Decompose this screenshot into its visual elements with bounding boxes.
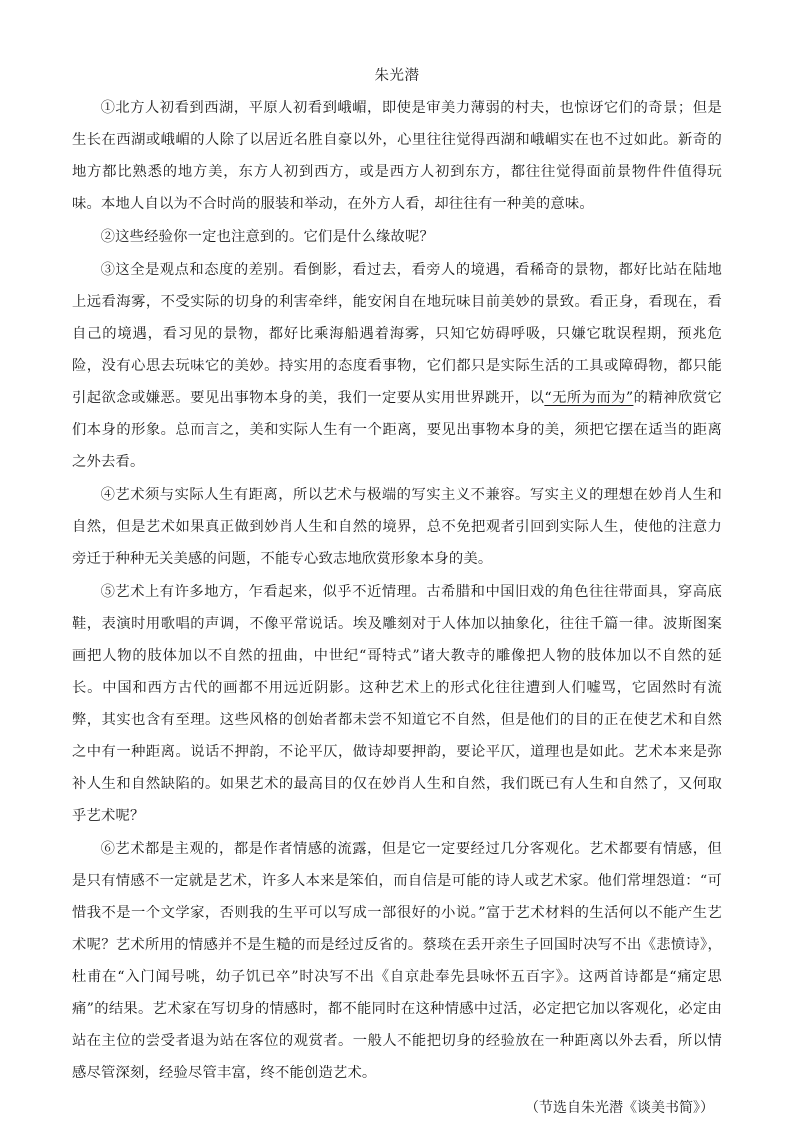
paragraph-3-before: ③这全是观点和态度的差别。看倒影，看过去，看旁人的境遇，看稀奇的景物，都好比站在陆地上远看海雾，不受实际的切身的利害牵绊，能安闲自在地玩味目前美妙的景致。看正身，看现在，看自己的境遇，看习见的景物，都好比乘海船遇着海雾，只知它妨碍呼吸，只嫌它耽误程期，预兆危险，没有心思去玩味它的美妙。持实用的态度看事物，它们都只是实际生活的工具或障碍物，都只能引起欲念或嫌恶。要见出事物本身的美，我们一定要从实用世界跳开，以: [72, 262, 722, 406]
source-citation: （节选自朱光潜《谈美书简》）: [525, 1100, 714, 1116]
author-title: 朱光潜: [374, 68, 420, 84]
paragraph-4: ④艺术须与实际人生有距离，所以艺术与极端的写实主义不兼容。写实主义的理想在妙肖人生和自然，但是艺术如果真正做到妙肖人生和自然的境界，总不免把观者引回到实际人生，使他的注意力旁迁于种种无关美感的问题，不能专心致志地欣赏形象本身的美。: [72, 487, 722, 567]
underlined-phrase: “无所为而为”: [544, 390, 634, 406]
paragraph-3: [72, 254, 722, 478]
paragraph-2: ②这些经验你一定也注意到的。它们是什么缘故呢？: [100, 229, 435, 245]
paragraph-3-after: 的精神欣赏它们本身的形象。总而言之，美和实际人生有一个距离，要见出事物本身的美，须把它摆在适当的距离之外去看。: [72, 390, 722, 470]
paragraph-6: ⑥艺术都是主观的，都是作者情感的流露，但是它一定要经过几分客观化。艺术都要有情感，但是只有情感不一定就是艺术，许多人本来是笨伯，而自信是可能的诗人或艺术家。他们常埋怨道：“可惜我不是一个文学家，否则我的生平可以写成一部很好的小说。”富于艺术材料的生活何以不能产生艺术呢？艺术所用的情感并不是生糙的而是经过反省的。蔡琰在丢开亲生子回国时决写不出《悲愤诗》，杜甫在“入门闻号咷，幼子饥已卒”时决写不出《自京赴奉先县咏怀五百字》。这两首诗都是“痛定思痛”的结果。艺术家在写切身的情感时，都不能同时在这种情感中过活，必定把它加以客观化，必定由站在主位的尝受者退为站在客位的观赏者。一般人不能把切身的经验放在一种距离以外去看，所以情感尽管深刻，经验尽管丰富，终不能创造艺术。: [72, 841, 722, 1081]
paragraph-5: ⑤艺术上有许多地方，乍看起来，似乎不近情理。古希腊和中国旧戏的角色往往带面具，穿高底鞋，表演时用歌唱的声调，不像平常说话。埃及雕刻对于人体加以抽象化，往往千篇一律。波斯图案画把人物的肢体加以不自然的扭曲，中世纪“哥特式”诸大教寺的雕像把人物的肢体加以不自然的延长。中国和西方古代的画都不用远近阴影。这种艺术上的形式化往往遭到人们嘘骂，它固然时有流弊，其实也含有至理。这些风格的创始者都未尝不知道它不自然，但是他们的目的正在使艺术和自然之中有一种距离。说话不押韵，不论平仄，做诗却要押韵，要论平仄，道理也是如此。艺术本来是弥补人生和自然缺陷的。如果艺术的最高目的仅在妙肖人生和自然，我们既已有人生和自然了，又何取乎艺术呢？: [72, 584, 722, 824]
paragraph-1: ①北方人初看到西湖，平原人初看到峨嵋，即使是审美力薄弱的村夫，也惊讶它们的奇景；但是生长在西湖或峨嵋的人除了以居近名胜自豪以外，心里往往觉得西湖和峨嵋实在也不过如此。新奇的地方都比熟悉的地方美，东方人初到西方，或是西方人初到东方，都往往觉得面前景物件件值得玩味。本地人自以为不合时尚的服装和举动，在外方人看，却往往有一种美的意味。: [72, 100, 722, 212]
